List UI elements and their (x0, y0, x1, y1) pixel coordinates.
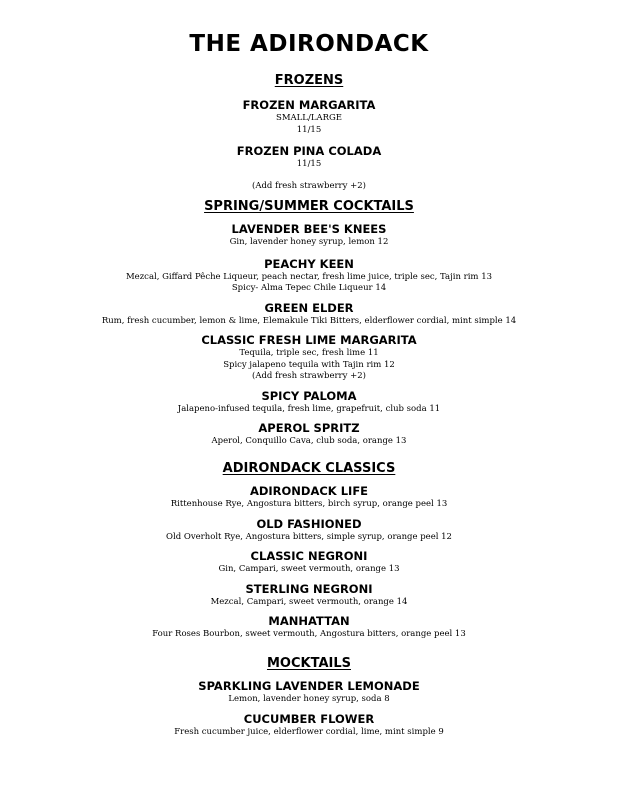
item-variant: Spicy jalapeno tequila with Tajin rim 12 (223, 359, 395, 370)
item-description: Jalapeno-infused tequila, fresh lime, grapefruit, club soda 11 (177, 403, 441, 414)
item-description: Old Overholt Rye, Angostura bitters, simple syrup, orange peel 12 (166, 531, 452, 542)
item-name: LAVENDER BEE'S KNEES (231, 222, 387, 236)
item-name: FROZEN PINA COLADA (236, 144, 382, 158)
item-name: SPARKLING LAVENDER LEMONADE (198, 679, 420, 693)
item-spacer (0, 171, 618, 181)
item-variant: Spicy- Alma Tepec Chile Liqueur 14 (231, 283, 387, 293)
section-heading: FROZENS (274, 73, 344, 88)
item-name: MANHATTAN (268, 614, 350, 628)
item-name: OLD FASHIONED (256, 516, 362, 531)
item-description: Tequila, triple sec, fresh lime 11 (239, 348, 379, 358)
section-frozens (0, 72, 618, 192)
menu-item (0, 484, 618, 511)
item-description: Rittenhouse Rye, Angostura bitters, birch syrup, orange peel 13 (170, 499, 448, 509)
item-price: 11/15 (296, 159, 322, 169)
menu-item (0, 549, 618, 576)
item-name: PEACHY KEEN (264, 256, 354, 271)
item-name: CLASSIC FRESH LIME MARGARITA (201, 333, 417, 347)
item-name: GREEN ELDER (264, 300, 354, 315)
menu-item (0, 144, 618, 192)
item-name: CUCUMBER FLOWER (243, 711, 375, 726)
item-description: Mezcal, Giffard Pêche Liqueur, peach nectar, fresh lime juice, triple sec, Tajin rim 13 (125, 271, 493, 282)
item-price: 11/15 (296, 124, 322, 135)
item-addon: (Add fresh strawberry +2) (252, 180, 366, 191)
menu-item (0, 679, 618, 706)
menu-title: THE ADIRONDACK (189, 31, 429, 57)
menu-item (0, 222, 618, 249)
item-description: Fresh cucumber juice, elderflower cordial, lime, mint simple 9 (174, 726, 444, 737)
item-addon: (Add fresh strawberry +2) (252, 371, 366, 381)
section-heading: SPRING/SUMMER COCKTAILS (204, 199, 414, 214)
item-name: ADIRONDACK LIFE (249, 484, 369, 498)
item-name: STERLING NEGRONI (245, 581, 373, 596)
menu-item (0, 712, 618, 739)
item-description: Four Roses Bourbon, sweet vermouth, Angostura bitters, orange peel 13 (152, 629, 466, 639)
item-name: SPICY PALOMA (261, 388, 357, 403)
menu-item (0, 582, 618, 609)
item-description: SMALL/LARGE (276, 113, 342, 123)
item-name: APEROL SPRITZ (258, 421, 360, 435)
menu-item (0, 389, 618, 416)
item-description: Lemon, lavender honey syrup, soda 8 (228, 694, 390, 704)
menu-item (0, 301, 618, 328)
menu-item (0, 257, 618, 295)
section-adirondack-classics (0, 460, 618, 641)
menu-item (0, 517, 618, 544)
menu-item (0, 333, 618, 383)
item-description: Gin, lavender honey syrup, lemon 12 (229, 237, 389, 247)
item-description: Rum, fresh cucumber, lemon & lime, Elemakule Tiki Bitters, elderflower cordial, mint simple 14 (101, 315, 517, 326)
section-spring-summer-cocktails (0, 198, 618, 448)
item-name: CLASSIC NEGRONI (250, 549, 368, 563)
menu-item (0, 98, 618, 136)
section-mocktails (0, 655, 618, 738)
item-description: Gin, Campari, sweet vermouth, orange 13 (218, 564, 400, 574)
item-name: FROZEN MARGARITA (242, 98, 376, 112)
section-heading: MOCKTAILS (266, 656, 351, 671)
section-heading: ADIRONDACK CLASSICS (222, 461, 396, 476)
item-description: Mezcal, Campari, sweet vermouth, orange 14 (210, 596, 408, 607)
menu-item (0, 421, 618, 448)
menu-item (0, 614, 618, 641)
item-description: Aperol, Conquillo Cava, club soda, orange 13 (211, 436, 407, 446)
